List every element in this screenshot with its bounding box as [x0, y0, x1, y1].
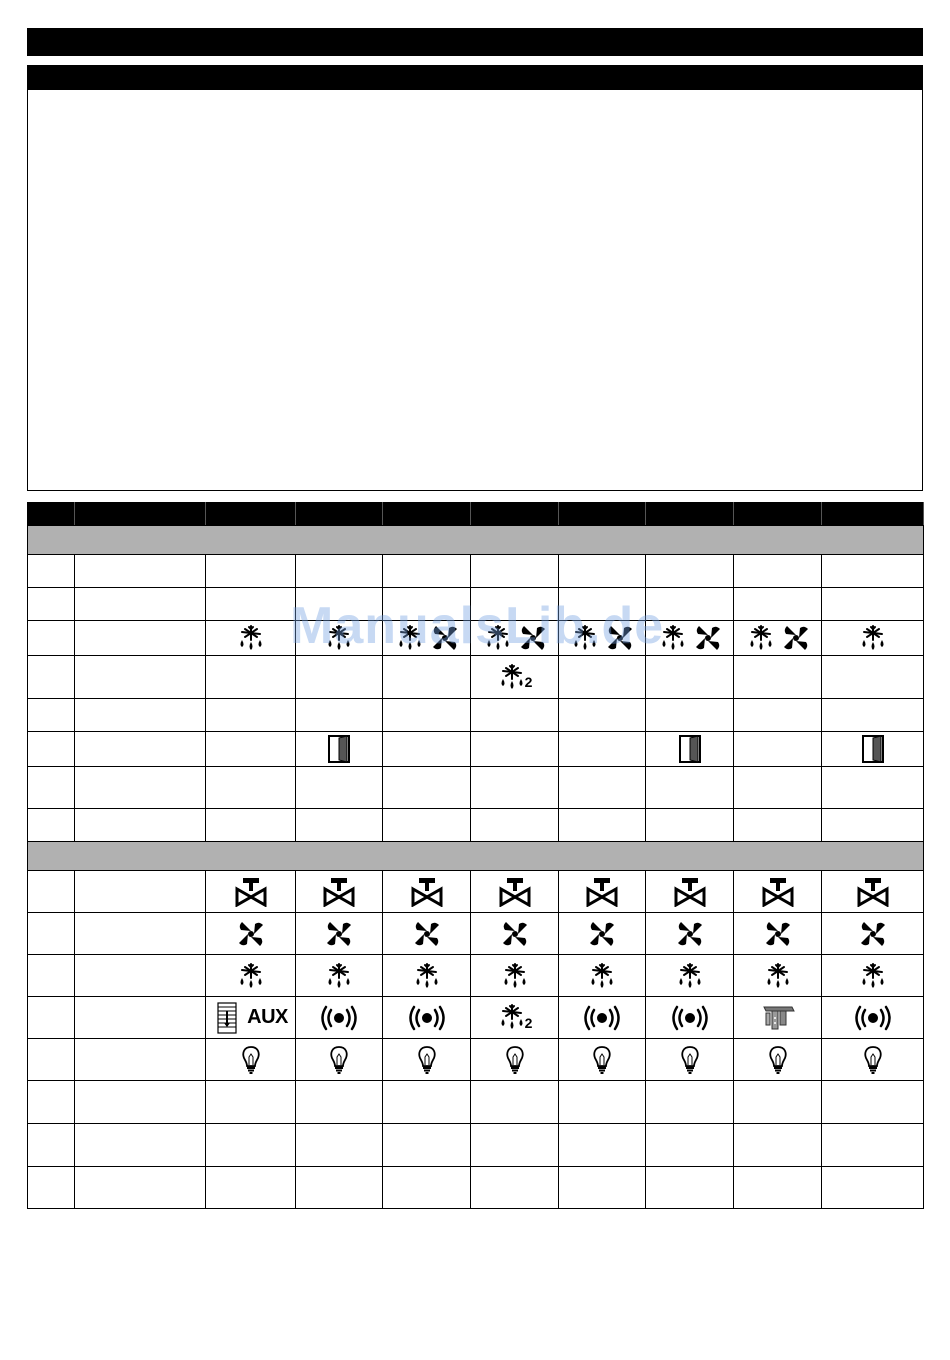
- table-cell: [471, 621, 559, 656]
- table-cell: [206, 588, 296, 621]
- table-row: [28, 1081, 924, 1124]
- row-label-cell: [75, 1124, 206, 1167]
- row-label-cell: [75, 621, 206, 656]
- table-cell: [471, 1081, 559, 1124]
- table-cell: [734, 621, 822, 656]
- table-row: [28, 555, 924, 588]
- defrost-icon: [480, 629, 516, 646]
- light-icon: [592, 1051, 612, 1068]
- light-icon: [768, 1051, 788, 1068]
- row-number-cell: [28, 621, 75, 656]
- table-cell: [822, 656, 924, 699]
- fan-icon: [237, 925, 265, 942]
- defrost-icon: [500, 967, 530, 984]
- table-cell: [296, 732, 383, 767]
- row-number-cell: [28, 955, 75, 997]
- row-number-cell: [28, 767, 75, 809]
- table-cell: [383, 1124, 471, 1167]
- row-label-cell: [75, 1081, 206, 1124]
- table-cell: [296, 1039, 383, 1081]
- table-cell: [734, 1081, 822, 1124]
- table-cell: [646, 809, 734, 842]
- table-cell: [206, 997, 296, 1039]
- row-number-cell: [28, 732, 75, 767]
- table-cell: [296, 767, 383, 809]
- table-cell: [206, 732, 296, 767]
- row-label-cell: [75, 732, 206, 767]
- table-cell: [206, 555, 296, 588]
- row-label-cell: [75, 809, 206, 842]
- header-cell: [822, 503, 924, 526]
- valve-icon: [586, 883, 618, 900]
- table-cell: [471, 809, 559, 842]
- section-header-cell: [28, 526, 924, 555]
- table-cell: [559, 809, 646, 842]
- table-cell: [296, 997, 383, 1039]
- row-number-cell: [28, 1167, 75, 1209]
- table-cell: [296, 699, 383, 732]
- table-cell: [471, 555, 559, 588]
- table-cell: [296, 1167, 383, 1209]
- table-row: [28, 1039, 924, 1081]
- table-cell: [383, 555, 471, 588]
- fan-icon: [428, 629, 462, 646]
- table-cell: [646, 1167, 734, 1209]
- header-bar: [27, 28, 923, 56]
- row-label-cell: [75, 997, 206, 1039]
- table-header-row: [28, 503, 924, 526]
- section-header-row: [28, 842, 924, 871]
- table-cell: [646, 955, 734, 997]
- table-cell: [822, 555, 924, 588]
- table-cell: [822, 1167, 924, 1209]
- table-cell: [296, 1124, 383, 1167]
- table-cell: [822, 1039, 924, 1081]
- table-cell: [471, 767, 559, 809]
- table-cell: [471, 1167, 559, 1209]
- fan-icon: [764, 925, 792, 942]
- header-cell: [383, 503, 471, 526]
- fan-icon: [676, 925, 704, 942]
- table-cell: [471, 997, 559, 1039]
- table-cell: [206, 809, 296, 842]
- table-cell: [734, 656, 822, 699]
- light-icon: [863, 1051, 883, 1068]
- row-number-cell: [28, 1124, 75, 1167]
- table-cell: [559, 555, 646, 588]
- valve-icon: [857, 883, 889, 900]
- table-cell: [559, 1167, 646, 1209]
- defrost2-icon: 2: [497, 668, 533, 685]
- row-label-cell: [75, 656, 206, 699]
- table-cell: [822, 809, 924, 842]
- defrost-icon: [655, 629, 691, 646]
- row-number-cell: [28, 699, 75, 732]
- defrost-icon: [236, 629, 266, 646]
- table-row: [28, 621, 924, 656]
- table-cell: [296, 913, 383, 955]
- table-row: [28, 1167, 924, 1209]
- table-cell: [559, 656, 646, 699]
- table-cell: [471, 1039, 559, 1081]
- table-cell: [734, 809, 822, 842]
- valve-icon: [674, 883, 706, 900]
- row-label-cell: [75, 699, 206, 732]
- header-cell: [646, 503, 734, 526]
- table-cell: [822, 955, 924, 997]
- table-cell: [206, 1167, 296, 1209]
- defrost-icon: [858, 629, 888, 646]
- table-cell: [471, 699, 559, 732]
- fan-icon: [588, 925, 616, 942]
- table-cell: [383, 809, 471, 842]
- fan-icon: [325, 925, 353, 942]
- defrost2-icon: 2: [497, 1009, 533, 1026]
- table-cell: [383, 955, 471, 997]
- table-row: [28, 1124, 924, 1167]
- table-row: [28, 955, 924, 997]
- table-cell: [296, 1081, 383, 1124]
- table-cell: [822, 699, 924, 732]
- description-box: [27, 65, 923, 491]
- fan-icon: [859, 925, 887, 942]
- table-cell: [296, 955, 383, 997]
- table-cell: [383, 997, 471, 1039]
- heater-icon: [760, 1009, 796, 1026]
- row-label-cell: [75, 913, 206, 955]
- table-cell: [559, 767, 646, 809]
- table-cell: [822, 997, 924, 1039]
- defrost-icon: [763, 967, 793, 984]
- row-label-cell: [75, 955, 206, 997]
- aux-label: AUX: [247, 1006, 288, 1028]
- table-cell: [206, 767, 296, 809]
- table-cell: [559, 621, 646, 656]
- table-row: [28, 588, 924, 621]
- row-number-cell: [28, 1039, 75, 1081]
- fan-icon: [603, 629, 637, 646]
- table-cell: [383, 732, 471, 767]
- defrost-icon: [236, 967, 266, 984]
- valve-icon: [762, 883, 794, 900]
- defrost-icon: [675, 967, 705, 984]
- table-cell: [822, 871, 924, 913]
- table-cell: [296, 621, 383, 656]
- header-cell: [471, 503, 559, 526]
- row-label-cell: [75, 1039, 206, 1081]
- table-cell: [383, 767, 471, 809]
- door-icon: [678, 740, 702, 757]
- row-number-cell: [28, 555, 75, 588]
- row-label-cell: [75, 555, 206, 588]
- table-cell: [646, 913, 734, 955]
- table-cell: [734, 1039, 822, 1081]
- section-header-row: [28, 526, 924, 555]
- table-cell: [734, 913, 822, 955]
- table-cell: [734, 871, 822, 913]
- table-cell: [646, 1124, 734, 1167]
- table-cell: [206, 656, 296, 699]
- table-cell: [471, 588, 559, 621]
- table-cell: [206, 699, 296, 732]
- table-cell: [646, 732, 734, 767]
- table-cell: [296, 871, 383, 913]
- table-cell: [734, 997, 822, 1039]
- table-cell: [296, 656, 383, 699]
- light-icon: [505, 1051, 525, 1068]
- section-header-cell: [28, 842, 924, 871]
- table-cell: [296, 809, 383, 842]
- alarm-icon: [670, 1009, 710, 1026]
- table-cell: [559, 871, 646, 913]
- table-row: [28, 871, 924, 913]
- table-cell: [471, 732, 559, 767]
- shutter-icon: [213, 1009, 241, 1026]
- table-cell: [383, 871, 471, 913]
- table-cell: [822, 1081, 924, 1124]
- light-icon: [241, 1051, 261, 1068]
- valve-icon: [499, 883, 531, 900]
- table-cell: [734, 588, 822, 621]
- table-cell: [822, 1124, 924, 1167]
- table-cell: [206, 1039, 296, 1081]
- fan-icon: [501, 925, 529, 942]
- alarm-icon: [582, 1009, 622, 1026]
- defrost-icon: [587, 967, 617, 984]
- row-label-cell: [75, 588, 206, 621]
- table-cell: [646, 997, 734, 1039]
- row-number-cell: [28, 871, 75, 913]
- table-cell: [383, 1167, 471, 1209]
- table-cell: [383, 656, 471, 699]
- table-cell: [559, 955, 646, 997]
- table-row: [28, 809, 924, 842]
- row-number-cell: [28, 809, 75, 842]
- table-cell: [646, 1081, 734, 1124]
- table-cell: [559, 1124, 646, 1167]
- defrost-icon: [392, 629, 428, 646]
- table-cell: [471, 913, 559, 955]
- row-number-cell: [28, 997, 75, 1039]
- table-cell: [559, 1039, 646, 1081]
- table-cell: [383, 913, 471, 955]
- table-cell: [206, 871, 296, 913]
- defrost-icon: [412, 967, 442, 984]
- table-cell: [646, 1039, 734, 1081]
- table-cell: [471, 955, 559, 997]
- table-cell: [471, 871, 559, 913]
- alarm-icon: [853, 1009, 893, 1026]
- defrost-icon: [743, 629, 779, 646]
- table-cell: [822, 621, 924, 656]
- fan-icon: [691, 629, 725, 646]
- table-cell: [822, 767, 924, 809]
- table-cell: [559, 732, 646, 767]
- table-cell: [559, 699, 646, 732]
- row-label-cell: [75, 767, 206, 809]
- fan-icon: [516, 629, 550, 646]
- table-cell: [734, 699, 822, 732]
- table-cell: [734, 1124, 822, 1167]
- row-number-cell: [28, 656, 75, 699]
- table-row: [28, 656, 924, 699]
- table-cell: [646, 767, 734, 809]
- table-cell: [559, 997, 646, 1039]
- table-row: [28, 997, 924, 1039]
- header-cell: [75, 503, 206, 526]
- table-cell: [559, 1081, 646, 1124]
- header-cell: [734, 503, 822, 526]
- table-cell: [206, 913, 296, 955]
- table-cell: [206, 1081, 296, 1124]
- valve-icon: [323, 883, 355, 900]
- configuration-table: [27, 502, 924, 1209]
- header-cell: [559, 503, 646, 526]
- row-label-cell: [75, 1167, 206, 1209]
- door-icon: [861, 740, 885, 757]
- table-cell: [471, 656, 559, 699]
- watermark: ManualsLib.de: [290, 597, 665, 655]
- table-cell: [734, 955, 822, 997]
- defrost-icon: [567, 629, 603, 646]
- table-cell: [646, 621, 734, 656]
- table-cell: [646, 699, 734, 732]
- defrost-icon: [324, 967, 354, 984]
- alarm-icon: [319, 1009, 359, 1026]
- row-number-cell: [28, 588, 75, 621]
- table-cell: [734, 1167, 822, 1209]
- table-cell: [646, 656, 734, 699]
- table-cell: [206, 1124, 296, 1167]
- table-cell: [559, 588, 646, 621]
- light-icon: [680, 1051, 700, 1068]
- table-cell: [206, 621, 296, 656]
- header-cell: [296, 503, 383, 526]
- light-icon: [417, 1051, 437, 1068]
- description-box-header: [28, 66, 922, 90]
- table-cell: [822, 732, 924, 767]
- table-cell: [646, 588, 734, 621]
- valve-icon: [235, 883, 267, 900]
- alarm-icon: [407, 1009, 447, 1026]
- table-row: [28, 913, 924, 955]
- table-cell: [296, 555, 383, 588]
- table-cell: [383, 1039, 471, 1081]
- table-row: [28, 732, 924, 767]
- valve-icon: [411, 883, 443, 900]
- row-number-cell: [28, 1081, 75, 1124]
- table-cell: [471, 1124, 559, 1167]
- table-cell: [206, 955, 296, 997]
- fan-icon: [779, 629, 813, 646]
- table-cell: [822, 588, 924, 621]
- table-cell: [822, 913, 924, 955]
- table-cell: [646, 871, 734, 913]
- table-cell: [296, 588, 383, 621]
- table-cell: [383, 699, 471, 732]
- light-icon: [329, 1051, 349, 1068]
- table-cell: [383, 588, 471, 621]
- row-label-cell: [75, 871, 206, 913]
- door-icon: [327, 740, 351, 757]
- row-number-cell: [28, 913, 75, 955]
- table-cell: [646, 555, 734, 588]
- header-cell: [206, 503, 296, 526]
- fan-icon: [413, 925, 441, 942]
- table-cell: [734, 767, 822, 809]
- table-cell: [734, 555, 822, 588]
- table-cell: [559, 913, 646, 955]
- defrost-icon: [324, 629, 354, 646]
- header-cell: [28, 503, 75, 526]
- table-row: [28, 767, 924, 809]
- table-cell: [383, 1081, 471, 1124]
- table-row: [28, 699, 924, 732]
- table-cell: [734, 732, 822, 767]
- defrost-icon: [858, 967, 888, 984]
- table-cell: [383, 621, 471, 656]
